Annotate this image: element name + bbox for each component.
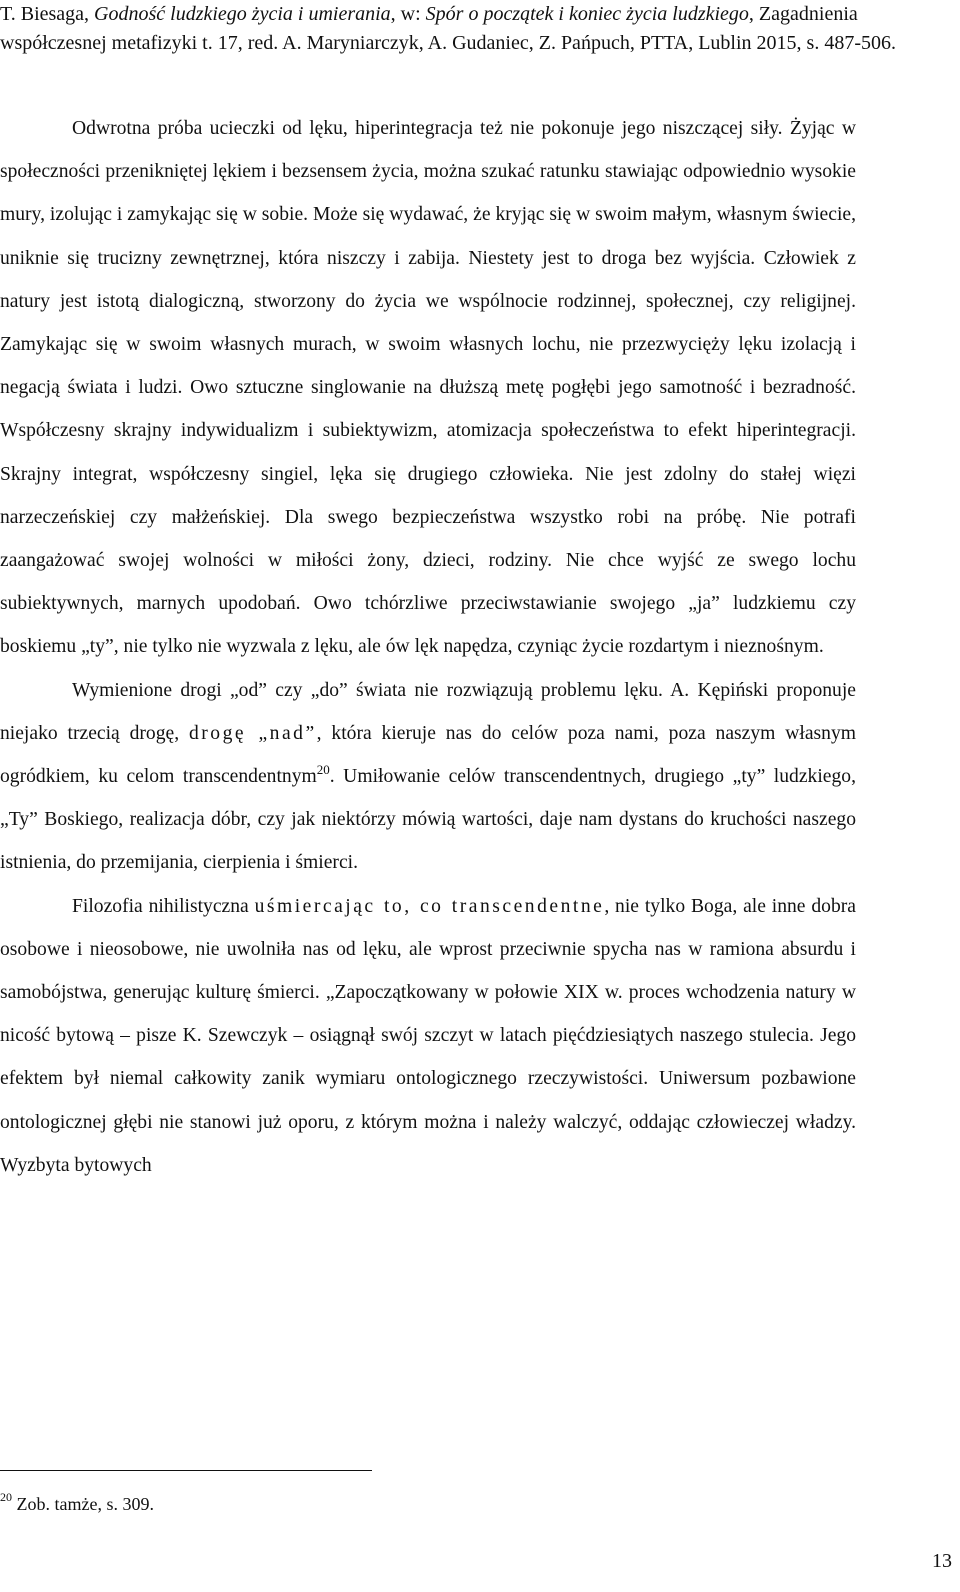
header-details: , Zagadnienia współczesnej metafizyki t. 17, red. A. Maryniarczyk, A. Gudaniec, Z. Pańpuch, PTTA, Lublin 2015, s. 487-506. (0, 3, 896, 54)
footnote-reference[interactable]: 20 (316, 762, 330, 778)
header-title: Godność ludzkiego życia i umierania (94, 3, 391, 25)
paragraph-1: Odwrotna próba ucieczki od lęku, hiperintegracja też nie pokonuje jego niszczącej siły. Żyjąc w społeczności przenikniętej lękiem i bezsensem życia, można szukać ratunku stawiając odpowiednio wysokie mury, izolując i zamykając się w sobie. Może się wydawać, że kryjąc się w swoim małym, własnym świecie, uniknie się trucizny zewnętrznej, która niszczy i zabija. Niestety jest to droga bez wyjścia. Człowiek z natury jest istotą dialogiczną, stworzony do życia we wspólnocie rodzinnej, społecznej, czy religijnej. Zamykając się w swoim własnych murach, w swoim własnych lochu, nie przezwycięży lęku izolacją i negacją świata i ludzi. Owo sztuczne singlowanie na dłuższą metę pogłębi jego samotność i bezradność. Współczesny skrajny indywidualizm i subiektywizm, atomizacja społeczeństwa to efekt hiperintegracji. Skrajny integrat, współczesny singiel, lęka się drugiego człowieka. Nie jest zdolny do stałej więzi narzeczeńskiej czy małżeńskiej. Dla swego bezpieczeństwa wszystko robi na próbę. Nie potrafi zaangażować swojej wolności w miłości żony, dzieci, rodziny. Nie chce wyjść ze swego lochu subiektywnych, marnych upodobań. Owo tchórzliwe przeciwstawianie swojego „ja” ludzkiemu czy boskiemu „ty”, nie tylko nie wyzwala z lęku, ale ów lęk napędza, czyniąc życie rozdartym i nieznośnym. (0, 118, 856, 658)
paragraph-3-part-b: , nie tylko Boga, ale inne dobra osobowe i nieosobowe, nie uwolniła nas od lęku, ale wprost przeciwnie spycha nas w ramiona absurdu i samobójstwa, generując kulturę śmierci. „Zapoczątkowany w połowie XIX w. proces wchodzenia natury w nicość bytową – pisze K. Szewczyk – osiągnął swój szczyt w latach pięćdziesiątych naszego stulecia. Jego efektem był niemal całkowity zanik wymiaru ontologicznego rzeczywistości. Uniwersum pozbawione ontologicznej głębi nie stanowi już oporu, z którym można i należy walczyć, oddając człowieczej władzy. Wyzbyta bytowych (0, 895, 856, 1176)
paragraph-2-part-a: Wymienione drogi „od” czy „do” świata nie rozwiązują problemu lęku. A. Kępiński proponuje niejako trzecią drogę, (0, 679, 856, 744)
footnote-text: Zob. tamże, s. 309. (12, 1494, 154, 1514)
header-in-label: , w: (390, 3, 426, 25)
footnote-separator (0, 1470, 372, 1471)
paragraph-2-spaced-phrase: drogę „nad” (188, 722, 317, 744)
header-volume-title: Spór o początek i koniec życia ludzkiego (425, 3, 749, 25)
paragraph-3-part-a: Filozofia nihilistyczna (72, 895, 255, 917)
paragraph-2 (0, 669, 856, 885)
footnote (0, 1490, 154, 1515)
paragraph-2-part-b: , która kieruje nas do celów poza nami, poza naszym własnym ogródkiem, ku celom transcendentnym (0, 722, 857, 788)
paragraph-3-spaced-phrase: uśmiercając to, co transcendentne (254, 895, 605, 917)
bibliographic-header (0, 0, 950, 58)
header-author: T. Biesaga, (0, 3, 95, 25)
footnote-number: 20 (0, 1490, 12, 1504)
page-number: 13 (932, 1550, 952, 1572)
paragraph-3 (0, 885, 856, 1187)
main-text (0, 107, 856, 1187)
paragraph-2-part-c: . Umiłowanie celów transcendentnych, drugiego „ty” ludzkiego, „Ty” Boskiego, realizacja dóbr, czy jak niektórzy mówią wartości, daje nam dystans do kruchości naszego istnienia, do przemijania, cierpienia i śmierci. (0, 766, 856, 874)
